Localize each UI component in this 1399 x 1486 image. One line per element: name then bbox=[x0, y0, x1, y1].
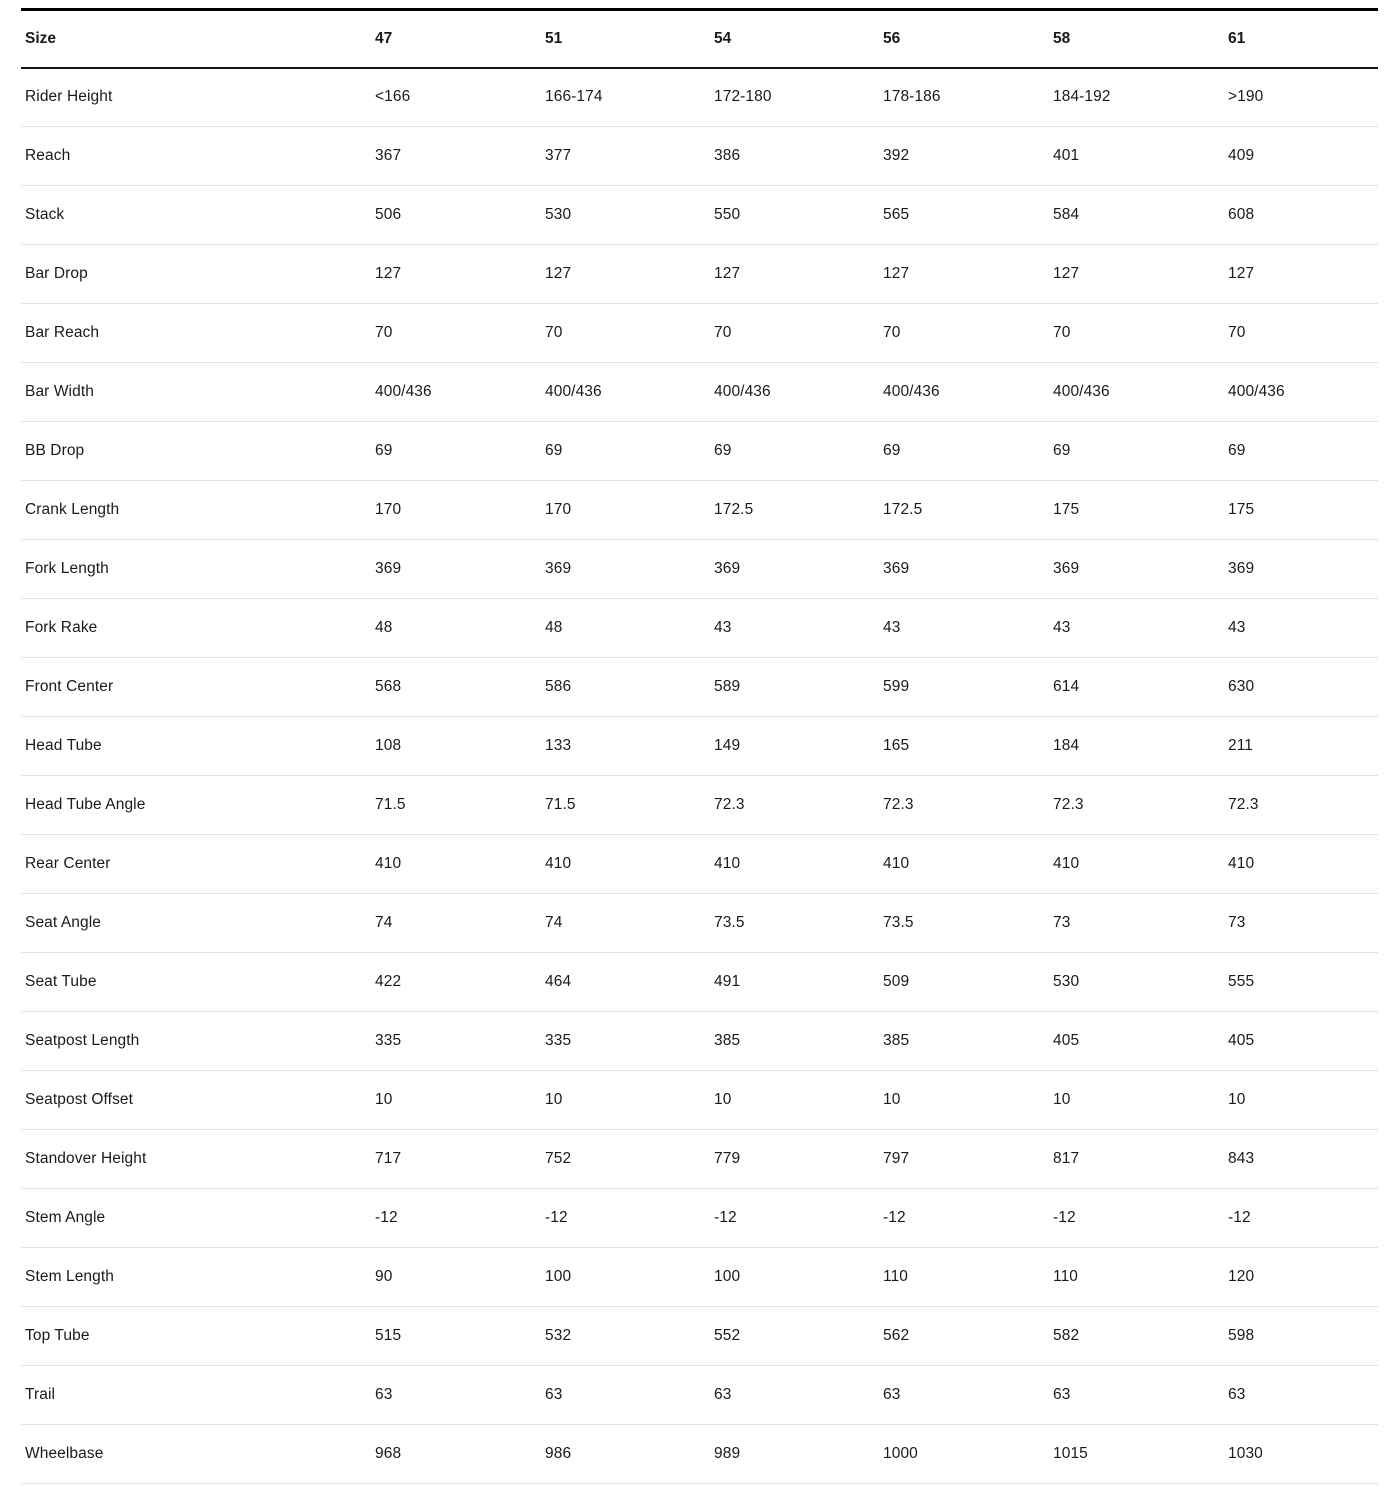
geometry-value: 110 bbox=[1053, 1248, 1228, 1307]
table-row bbox=[21, 1189, 1378, 1248]
geometry-value: 586 bbox=[545, 658, 714, 717]
geometry-value: 70 bbox=[375, 304, 545, 363]
geometry-value: 133 bbox=[545, 717, 714, 776]
table-row bbox=[21, 422, 1378, 481]
geometry-value: 386 bbox=[714, 127, 883, 186]
geometry-value: 70 bbox=[545, 304, 714, 363]
geometry-value: 367 bbox=[375, 127, 545, 186]
geometry-value: 170 bbox=[545, 481, 714, 540]
geometry-value: 1000 bbox=[883, 1425, 1053, 1484]
geometry-value: 843 bbox=[1228, 1130, 1378, 1189]
geometry-value: 369 bbox=[1053, 540, 1228, 599]
geometry-value: 63 bbox=[375, 1366, 545, 1425]
geometry-value: 73.5 bbox=[714, 894, 883, 953]
geometry-value: 69 bbox=[883, 422, 1053, 481]
geometry-value: 72.3 bbox=[883, 776, 1053, 835]
geometry-value: 409 bbox=[1228, 127, 1378, 186]
row-label: Standover Height bbox=[21, 1130, 375, 1189]
row-label: Seat Tube bbox=[21, 953, 375, 1012]
row-label: Head Tube Angle bbox=[21, 776, 375, 835]
geometry-value: 410 bbox=[1228, 835, 1378, 894]
geometry-value: 630 bbox=[1228, 658, 1378, 717]
table-row bbox=[21, 776, 1378, 835]
geometry-value: 410 bbox=[714, 835, 883, 894]
geometry-value: 63 bbox=[1228, 1366, 1378, 1425]
table-row bbox=[21, 186, 1378, 245]
table-row bbox=[21, 599, 1378, 658]
geometry-value: 10 bbox=[883, 1071, 1053, 1130]
geometry-value: 90 bbox=[375, 1248, 545, 1307]
geometry-value: 509 bbox=[883, 953, 1053, 1012]
geometry-value: 530 bbox=[545, 186, 714, 245]
geometry-value: 127 bbox=[375, 245, 545, 304]
geometry-value: 562 bbox=[883, 1307, 1053, 1366]
geometry-value: 779 bbox=[714, 1130, 883, 1189]
geometry-value: -12 bbox=[883, 1189, 1053, 1248]
geometry-value: 377 bbox=[545, 127, 714, 186]
geometry-value: 172.5 bbox=[883, 481, 1053, 540]
geometry-value: 72.3 bbox=[1228, 776, 1378, 835]
row-label: Rider Height bbox=[21, 68, 375, 127]
geometry-value: 400/436 bbox=[545, 363, 714, 422]
geometry-value: 1015 bbox=[1053, 1425, 1228, 1484]
table-row bbox=[21, 717, 1378, 776]
geometry-value: 10 bbox=[714, 1071, 883, 1130]
geometry-value: 530 bbox=[1053, 953, 1228, 1012]
table-row bbox=[21, 1248, 1378, 1307]
geometry-value: 48 bbox=[375, 599, 545, 658]
geometry-value: 506 bbox=[375, 186, 545, 245]
geometry-value: 10 bbox=[375, 1071, 545, 1130]
row-label: Reach bbox=[21, 127, 375, 186]
geometry-value: 100 bbox=[714, 1248, 883, 1307]
row-label: Fork Rake bbox=[21, 599, 375, 658]
geometry-value: 127 bbox=[883, 245, 1053, 304]
table-row bbox=[21, 127, 1378, 186]
table-row bbox=[21, 835, 1378, 894]
column-header-61: 61 bbox=[1228, 10, 1378, 68]
row-label: Trail bbox=[21, 1366, 375, 1425]
geometry-value: 532 bbox=[545, 1307, 714, 1366]
row-label: Stem Angle bbox=[21, 1189, 375, 1248]
row-label: Fork Length bbox=[21, 540, 375, 599]
geometry-value: 582 bbox=[1053, 1307, 1228, 1366]
table-row bbox=[21, 1130, 1378, 1189]
geometry-value: 385 bbox=[883, 1012, 1053, 1071]
geometry-value: 555 bbox=[1228, 953, 1378, 1012]
geometry-value: 464 bbox=[545, 953, 714, 1012]
geometry-value: 149 bbox=[714, 717, 883, 776]
geometry-value: 410 bbox=[883, 835, 1053, 894]
geometry-value: 63 bbox=[883, 1366, 1053, 1425]
geometry-value: 405 bbox=[1228, 1012, 1378, 1071]
geometry-value: 491 bbox=[714, 953, 883, 1012]
geometry-value: 752 bbox=[545, 1130, 714, 1189]
geometry-value: 598 bbox=[1228, 1307, 1378, 1366]
row-label: Bar Reach bbox=[21, 304, 375, 363]
row-label: Top Tube bbox=[21, 1307, 375, 1366]
table-row bbox=[21, 1366, 1378, 1425]
geometry-table bbox=[21, 8, 1378, 1484]
row-label: Head Tube bbox=[21, 717, 375, 776]
geometry-value: 175 bbox=[1228, 481, 1378, 540]
row-label: Rear Center bbox=[21, 835, 375, 894]
row-label: Bar Width bbox=[21, 363, 375, 422]
geometry-value: 166-174 bbox=[545, 68, 714, 127]
geometry-value: 369 bbox=[714, 540, 883, 599]
geometry-value: 550 bbox=[714, 186, 883, 245]
geometry-value: -12 bbox=[714, 1189, 883, 1248]
table-row bbox=[21, 1012, 1378, 1071]
geometry-value: 335 bbox=[545, 1012, 714, 1071]
geometry-table-header bbox=[21, 10, 1378, 68]
geometry-value: -12 bbox=[375, 1189, 545, 1248]
geometry-value: 422 bbox=[375, 953, 545, 1012]
geometry-table-body bbox=[21, 68, 1378, 1484]
geometry-value: 211 bbox=[1228, 717, 1378, 776]
geometry-value: 797 bbox=[883, 1130, 1053, 1189]
geometry-value: -12 bbox=[1053, 1189, 1228, 1248]
row-label: Seat Angle bbox=[21, 894, 375, 953]
geometry-value: 400/436 bbox=[375, 363, 545, 422]
column-header-47: 47 bbox=[375, 10, 545, 68]
geometry-value: 178-186 bbox=[883, 68, 1053, 127]
geometry-value: 401 bbox=[1053, 127, 1228, 186]
geometry-value: 110 bbox=[883, 1248, 1053, 1307]
row-label: Crank Length bbox=[21, 481, 375, 540]
table-row bbox=[21, 658, 1378, 717]
geometry-value: 608 bbox=[1228, 186, 1378, 245]
column-header-51: 51 bbox=[545, 10, 714, 68]
geometry-value: 172-180 bbox=[714, 68, 883, 127]
row-label: Wheelbase bbox=[21, 1425, 375, 1484]
geometry-value: 614 bbox=[1053, 658, 1228, 717]
geometry-value: <166 bbox=[375, 68, 545, 127]
geometry-value: 127 bbox=[1053, 245, 1228, 304]
geometry-value: 70 bbox=[714, 304, 883, 363]
geometry-value: 369 bbox=[375, 540, 545, 599]
geometry-value: 73.5 bbox=[883, 894, 1053, 953]
geometry-value: 10 bbox=[1228, 1071, 1378, 1130]
geometry-value: 400/436 bbox=[1053, 363, 1228, 422]
geometry-value: 73 bbox=[1228, 894, 1378, 953]
geometry-value: 385 bbox=[714, 1012, 883, 1071]
geometry-value: 369 bbox=[1228, 540, 1378, 599]
table-row bbox=[21, 68, 1378, 127]
geometry-value: 69 bbox=[545, 422, 714, 481]
row-label: Stack bbox=[21, 186, 375, 245]
geometry-value: 165 bbox=[883, 717, 1053, 776]
geometry-value: 70 bbox=[1228, 304, 1378, 363]
row-label: Front Center bbox=[21, 658, 375, 717]
table-row bbox=[21, 481, 1378, 540]
geometry-value: 70 bbox=[1053, 304, 1228, 363]
geometry-value: 717 bbox=[375, 1130, 545, 1189]
geometry-value: 369 bbox=[545, 540, 714, 599]
geometry-value: 989 bbox=[714, 1425, 883, 1484]
geometry-value: 63 bbox=[545, 1366, 714, 1425]
table-row bbox=[21, 894, 1378, 953]
row-label: Bar Drop bbox=[21, 245, 375, 304]
geometry-value: >190 bbox=[1228, 68, 1378, 127]
geometry-table-container bbox=[21, 8, 1378, 1484]
geometry-value: 392 bbox=[883, 127, 1053, 186]
geometry-value: 968 bbox=[375, 1425, 545, 1484]
geometry-value: 400/436 bbox=[714, 363, 883, 422]
geometry-value: 515 bbox=[375, 1307, 545, 1366]
table-row bbox=[21, 245, 1378, 304]
geometry-value: 127 bbox=[1228, 245, 1378, 304]
row-label: Seatpost Offset bbox=[21, 1071, 375, 1130]
geometry-value: 1030 bbox=[1228, 1425, 1378, 1484]
table-row bbox=[21, 1071, 1378, 1130]
row-label: BB Drop bbox=[21, 422, 375, 481]
column-header-size: Size bbox=[21, 10, 375, 68]
geometry-value: 69 bbox=[1228, 422, 1378, 481]
geometry-value: 184-192 bbox=[1053, 68, 1228, 127]
geometry-value: 100 bbox=[545, 1248, 714, 1307]
geometry-value: 410 bbox=[375, 835, 545, 894]
geometry-value: 599 bbox=[883, 658, 1053, 717]
geometry-value: 10 bbox=[1053, 1071, 1228, 1130]
geometry-value: 63 bbox=[714, 1366, 883, 1425]
table-row bbox=[21, 304, 1378, 363]
geometry-value: 127 bbox=[714, 245, 883, 304]
geometry-value: 565 bbox=[883, 186, 1053, 245]
geometry-value: 48 bbox=[545, 599, 714, 658]
geometry-value: 120 bbox=[1228, 1248, 1378, 1307]
geometry-value: -12 bbox=[545, 1189, 714, 1248]
geometry-value: 568 bbox=[375, 658, 545, 717]
geometry-value: 108 bbox=[375, 717, 545, 776]
geometry-value: 43 bbox=[714, 599, 883, 658]
geometry-value: 74 bbox=[375, 894, 545, 953]
geometry-value: 170 bbox=[375, 481, 545, 540]
geometry-value: 400/436 bbox=[1228, 363, 1378, 422]
geometry-value: 410 bbox=[1053, 835, 1228, 894]
table-row bbox=[21, 540, 1378, 599]
geometry-value: 405 bbox=[1053, 1012, 1228, 1071]
geometry-value: 71.5 bbox=[545, 776, 714, 835]
geometry-value: 73 bbox=[1053, 894, 1228, 953]
geometry-value: 127 bbox=[545, 245, 714, 304]
geometry-value: 70 bbox=[883, 304, 1053, 363]
geometry-value: 589 bbox=[714, 658, 883, 717]
column-header-54: 54 bbox=[714, 10, 883, 68]
geometry-value: -12 bbox=[1228, 1189, 1378, 1248]
geometry-value: 175 bbox=[1053, 481, 1228, 540]
header-row bbox=[21, 10, 1378, 68]
table-row bbox=[21, 1425, 1378, 1484]
geometry-value: 817 bbox=[1053, 1130, 1228, 1189]
column-header-56: 56 bbox=[883, 10, 1053, 68]
geometry-value: 986 bbox=[545, 1425, 714, 1484]
table-row bbox=[21, 1307, 1378, 1366]
geometry-value: 69 bbox=[375, 422, 545, 481]
geometry-value: 43 bbox=[883, 599, 1053, 658]
column-header-58: 58 bbox=[1053, 10, 1228, 68]
table-row bbox=[21, 953, 1378, 1012]
geometry-value: 400/436 bbox=[883, 363, 1053, 422]
geometry-value: 72.3 bbox=[1053, 776, 1228, 835]
row-label: Seatpost Length bbox=[21, 1012, 375, 1071]
geometry-value: 584 bbox=[1053, 186, 1228, 245]
geometry-value: 369 bbox=[883, 540, 1053, 599]
geometry-value: 69 bbox=[1053, 422, 1228, 481]
row-label: Stem Length bbox=[21, 1248, 375, 1307]
geometry-value: 172.5 bbox=[714, 481, 883, 540]
geometry-value: 74 bbox=[545, 894, 714, 953]
geometry-value: 10 bbox=[545, 1071, 714, 1130]
geometry-value: 72.3 bbox=[714, 776, 883, 835]
geometry-value: 184 bbox=[1053, 717, 1228, 776]
geometry-value: 71.5 bbox=[375, 776, 545, 835]
geometry-value: 69 bbox=[714, 422, 883, 481]
table-row bbox=[21, 363, 1378, 422]
geometry-value: 43 bbox=[1228, 599, 1378, 658]
geometry-value: 335 bbox=[375, 1012, 545, 1071]
geometry-value: 410 bbox=[545, 835, 714, 894]
geometry-value: 43 bbox=[1053, 599, 1228, 658]
geometry-value: 552 bbox=[714, 1307, 883, 1366]
geometry-value: 63 bbox=[1053, 1366, 1228, 1425]
